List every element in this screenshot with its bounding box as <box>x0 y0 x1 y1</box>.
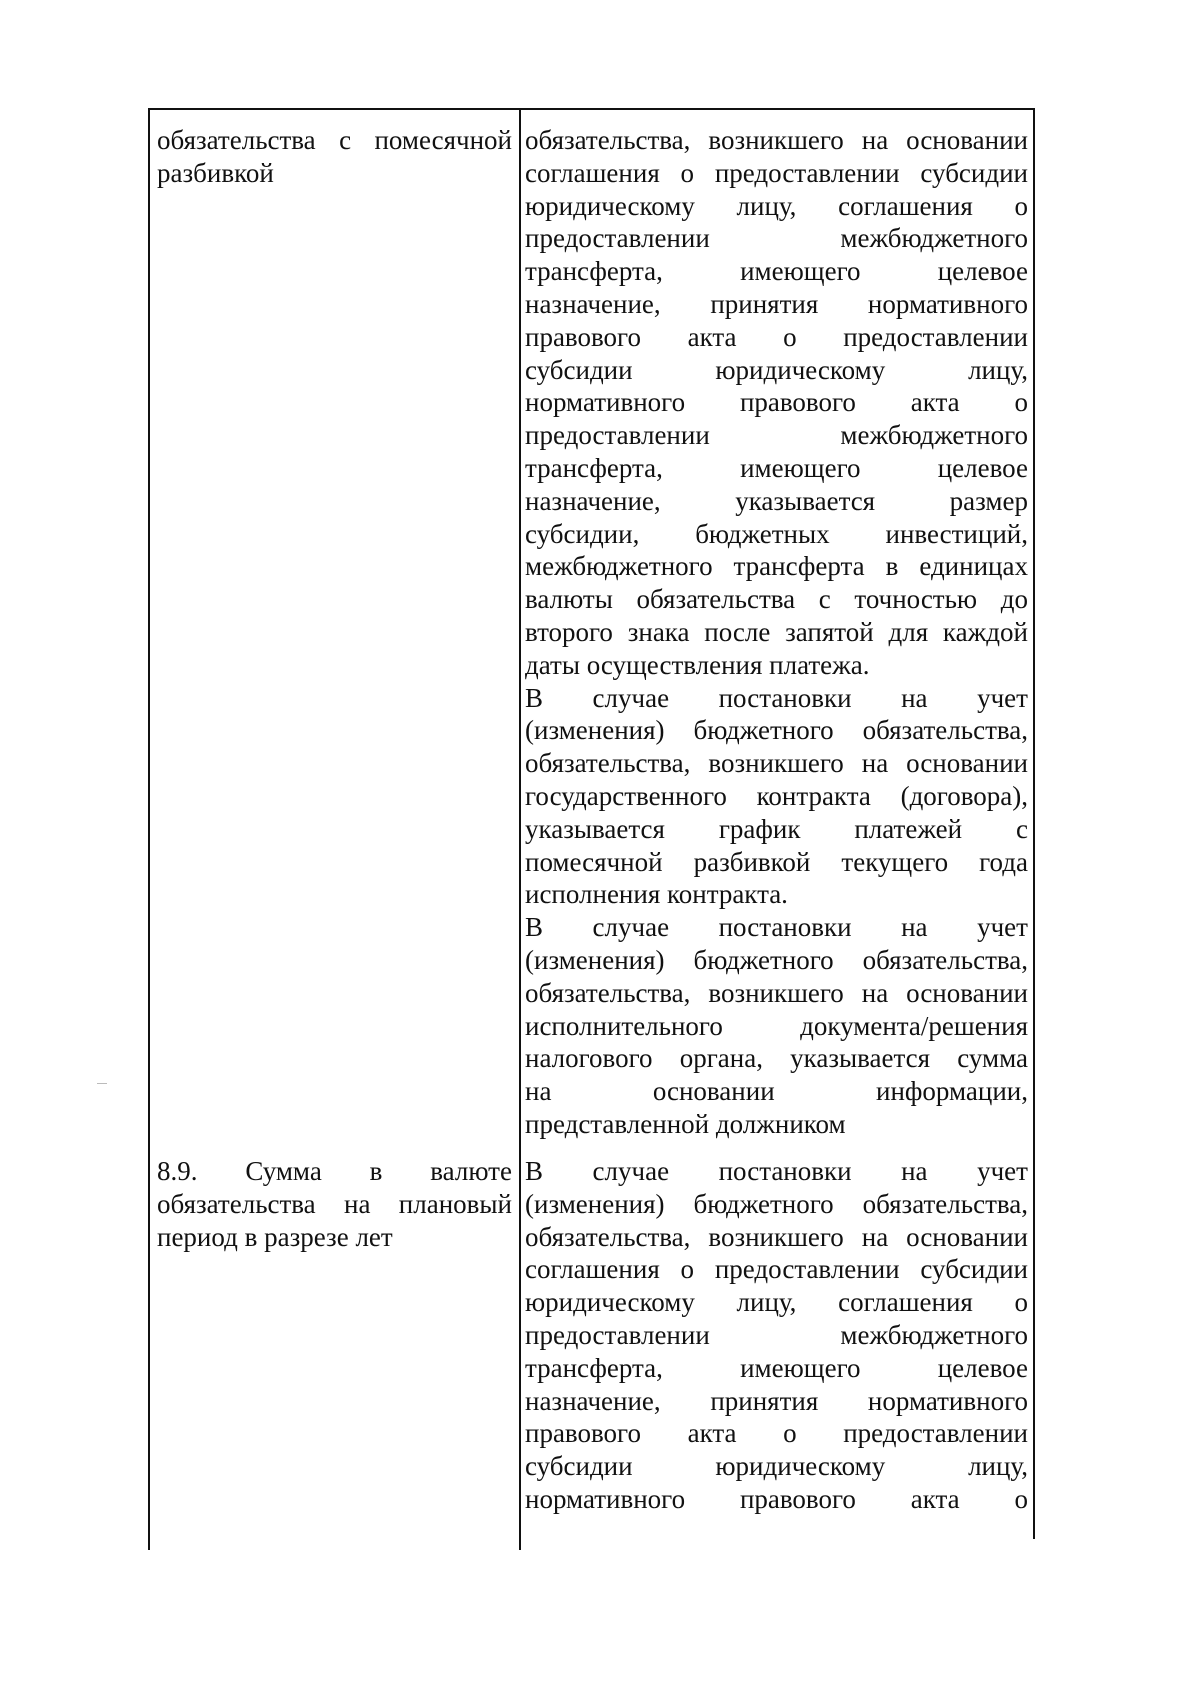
word: В <box>525 912 544 943</box>
word: о <box>1014 190 1028 221</box>
word: акта <box>687 1418 737 1449</box>
word: нормативного <box>525 387 686 418</box>
word: указывается <box>525 813 665 844</box>
word: бюджетного <box>693 944 834 975</box>
text-line <box>525 1286 1028 1319</box>
word: целевое <box>937 1352 1028 1383</box>
word: нормативного <box>867 1385 1028 1416</box>
text-line <box>525 747 1028 780</box>
word: на <box>901 682 928 713</box>
text-line <box>525 452 1028 485</box>
word: целевое <box>937 256 1028 287</box>
word: принятия <box>710 1385 819 1416</box>
word: о <box>1014 1287 1028 1318</box>
word: информации, <box>876 1076 1028 1107</box>
word: налогового <box>525 1043 653 1074</box>
word: разбивкой <box>693 846 811 877</box>
word: основании <box>652 1076 775 1107</box>
word: основании <box>906 125 1028 155</box>
text-line <box>525 1042 1028 1075</box>
word: о <box>1014 1483 1028 1514</box>
word: разбивкой <box>157 157 274 188</box>
word: трансферта, <box>525 452 663 483</box>
word: постановки <box>718 912 852 943</box>
word: на <box>344 1188 371 1219</box>
text-line <box>525 255 1028 288</box>
word: на <box>901 1156 928 1186</box>
word: предоставлении <box>843 1418 1028 1449</box>
word: соглашения <box>838 190 973 221</box>
text-line <box>525 649 1028 682</box>
word: (договора), <box>900 780 1028 811</box>
word: указывается <box>790 1043 931 1074</box>
word: возникшего <box>708 977 844 1008</box>
word: предоставлении <box>843 321 1028 352</box>
word: помесячной <box>374 125 512 155</box>
text-line <box>525 780 1028 813</box>
text-line <box>525 124 1028 157</box>
word: субсидии <box>525 1451 633 1482</box>
word: лицу, <box>968 354 1028 385</box>
word: текущего <box>841 846 949 877</box>
word: на <box>861 748 889 779</box>
text-line <box>525 288 1028 321</box>
word: обязательства, <box>862 944 1028 975</box>
word: обязательства, <box>862 1188 1028 1219</box>
word: с <box>339 125 352 155</box>
text-line <box>525 321 1028 354</box>
text-line <box>525 157 1028 190</box>
text-line <box>525 977 1028 1010</box>
word: соглашения <box>525 1254 660 1285</box>
text-line <box>525 911 1028 944</box>
word: график <box>718 813 801 844</box>
word: возникшего <box>708 1221 844 1252</box>
text-line <box>525 1221 1028 1254</box>
word: точностью <box>854 584 978 615</box>
word: лицу, <box>736 1287 797 1318</box>
text-line <box>157 124 512 157</box>
text-line <box>525 1188 1028 1221</box>
word: правового <box>739 1483 856 1514</box>
word: платежей <box>854 813 963 844</box>
word: бюджетного <box>693 715 834 746</box>
word: обязательства <box>636 584 796 615</box>
text-line <box>525 222 1028 255</box>
word: на <box>861 977 889 1008</box>
word: субсидии <box>920 157 1028 188</box>
word: помесячной <box>525 846 663 877</box>
word: постановки <box>718 682 852 713</box>
word: предоставлении <box>714 1254 900 1285</box>
word: единицах <box>919 551 1028 582</box>
word: 8.9. <box>157 1156 198 1186</box>
word: межбюджетного <box>525 551 713 582</box>
text-line <box>525 1155 1028 1188</box>
table-column-divider <box>519 108 521 1550</box>
word: целевое <box>937 452 1028 483</box>
word: правового <box>525 321 641 352</box>
text-line <box>525 190 1028 223</box>
word: основании <box>906 977 1028 1008</box>
word: основании <box>906 748 1028 779</box>
text-line <box>525 1010 1028 1043</box>
word: юридическому <box>525 1287 695 1318</box>
word: (изменения) <box>525 715 665 746</box>
word: в <box>885 551 899 582</box>
word: соглашения <box>525 157 660 188</box>
word: назначение, <box>525 288 661 319</box>
word: исполнительного <box>525 1010 723 1041</box>
text-line <box>525 386 1028 419</box>
word: трансферта, <box>525 256 663 287</box>
text-line <box>525 583 1028 616</box>
word: назначение, <box>525 1385 661 1416</box>
scan-artifact <box>97 1083 107 1084</box>
word: межбюджетного <box>840 223 1028 254</box>
word: бюджетного <box>693 1188 834 1219</box>
text-line <box>525 518 1028 551</box>
word: предоставлении <box>525 223 710 254</box>
word: основании <box>906 1221 1028 1252</box>
word: инвестиций, <box>885 518 1028 549</box>
text-line <box>525 354 1028 387</box>
word: субсидии, <box>525 518 640 549</box>
word: на <box>901 912 928 943</box>
word: имеющего <box>740 256 861 287</box>
text-line <box>157 157 512 190</box>
word: для <box>888 616 929 647</box>
word: о <box>680 1254 695 1285</box>
word: лицу, <box>736 190 797 221</box>
word: валюты <box>525 584 613 615</box>
word: исполнения контракта. <box>525 879 788 910</box>
word: обязательства <box>157 1188 316 1219</box>
word: каждой <box>942 616 1028 647</box>
word: трансферта, <box>525 1352 663 1383</box>
text-line <box>525 1483 1028 1516</box>
table-right-border <box>1033 108 1035 1539</box>
text-line <box>525 419 1028 452</box>
text-line <box>525 616 1028 649</box>
word: бюджетных <box>695 518 830 549</box>
text-line <box>525 878 1028 911</box>
word: лицу, <box>968 1451 1028 1482</box>
word: В <box>525 1156 544 1186</box>
word: учет <box>977 912 1028 943</box>
word: даты осуществления платежа. <box>525 649 870 680</box>
row1-left-cell <box>157 124 512 190</box>
word: валюте <box>430 1156 512 1186</box>
word: акта <box>687 321 737 352</box>
text-line <box>157 1155 512 1188</box>
text-line <box>525 1253 1028 1286</box>
text-line <box>525 944 1028 977</box>
word: после <box>704 616 771 647</box>
word: обязательства, <box>862 715 1028 746</box>
word: случае <box>592 682 670 713</box>
word: плановый <box>398 1188 512 1219</box>
word: назначение, <box>525 485 661 516</box>
word: второго <box>525 616 613 647</box>
word: Сумма <box>245 1156 322 1186</box>
word: предоставлении <box>525 420 710 451</box>
word: случае <box>592 1156 670 1186</box>
word: принятия <box>710 288 819 319</box>
word: акта <box>910 1483 960 1514</box>
word: В <box>525 682 544 713</box>
text-line <box>525 485 1028 518</box>
word: на <box>861 1221 889 1252</box>
word: с <box>818 584 831 615</box>
word: возникшего <box>708 748 844 779</box>
word: о <box>783 321 797 352</box>
text-line <box>525 550 1028 583</box>
word: о <box>783 1418 797 1449</box>
row2-right-cell <box>525 1155 1028 1516</box>
word: предоставлении <box>525 1319 710 1350</box>
word: обязательства, <box>525 977 691 1008</box>
word: межбюджетного <box>840 420 1028 451</box>
word: юридическому <box>715 1451 886 1482</box>
word: года <box>979 846 1028 877</box>
row2-left-cell <box>157 1155 512 1253</box>
word: о <box>680 157 695 188</box>
text-line <box>525 682 1028 715</box>
word: обязательства, <box>525 125 691 155</box>
word: сумма <box>957 1043 1028 1074</box>
text-line <box>525 1075 1028 1108</box>
word: обязательства, <box>525 1221 691 1252</box>
word: о <box>1014 387 1028 418</box>
word: размер <box>949 485 1028 516</box>
text-line <box>525 1450 1028 1483</box>
text-line <box>525 1319 1028 1352</box>
word: период в разрезе лет <box>157 1221 393 1252</box>
word: указывается <box>735 485 876 516</box>
text-line <box>525 1417 1028 1450</box>
word: трансферта <box>733 551 865 582</box>
word: с <box>1015 813 1028 844</box>
word: правового <box>739 387 856 418</box>
text-line <box>525 1108 1028 1141</box>
word: субсидии <box>525 354 633 385</box>
word: контракта <box>756 780 871 811</box>
word: (изменения) <box>525 1188 665 1219</box>
word: предоставлении <box>714 157 900 188</box>
word: постановки <box>718 1156 852 1186</box>
word: до <box>1000 584 1028 615</box>
word: межбюджетного <box>840 1319 1028 1350</box>
word: представленной должником <box>525 1108 846 1139</box>
word: акта <box>910 387 960 418</box>
word: на <box>525 1076 552 1107</box>
word: возникшего <box>708 125 844 155</box>
word: субсидии <box>920 1254 1028 1285</box>
word: запятой <box>785 616 874 647</box>
word: документа/решения <box>800 1010 1028 1041</box>
table-left-border <box>148 108 150 1550</box>
word: государственного <box>525 780 727 811</box>
word: обязательства, <box>525 748 691 779</box>
word: (изменения) <box>525 944 665 975</box>
text-line <box>525 813 1028 846</box>
text-line <box>525 1385 1028 1418</box>
word: в <box>369 1156 383 1186</box>
word: юридическому <box>715 354 886 385</box>
word: случае <box>592 912 670 943</box>
word: учет <box>977 1156 1028 1186</box>
text-line <box>157 1221 512 1254</box>
word: соглашения <box>838 1287 973 1318</box>
text-line <box>157 1188 512 1221</box>
text-line <box>525 714 1028 747</box>
word: учет <box>977 682 1028 713</box>
word: юридическому <box>525 190 695 221</box>
table-top-border <box>148 108 1035 110</box>
word: на <box>861 125 889 155</box>
word: правового <box>525 1418 641 1449</box>
text-line <box>525 846 1028 879</box>
word: нормативного <box>525 1483 686 1514</box>
word: органа, <box>679 1043 763 1074</box>
word: знака <box>627 616 690 647</box>
word: нормативного <box>867 288 1028 319</box>
row1-right-cell <box>525 124 1028 1141</box>
word: обязательства <box>157 125 316 155</box>
word: имеющего <box>740 1352 861 1383</box>
word: имеющего <box>740 452 861 483</box>
text-line <box>525 1352 1028 1385</box>
